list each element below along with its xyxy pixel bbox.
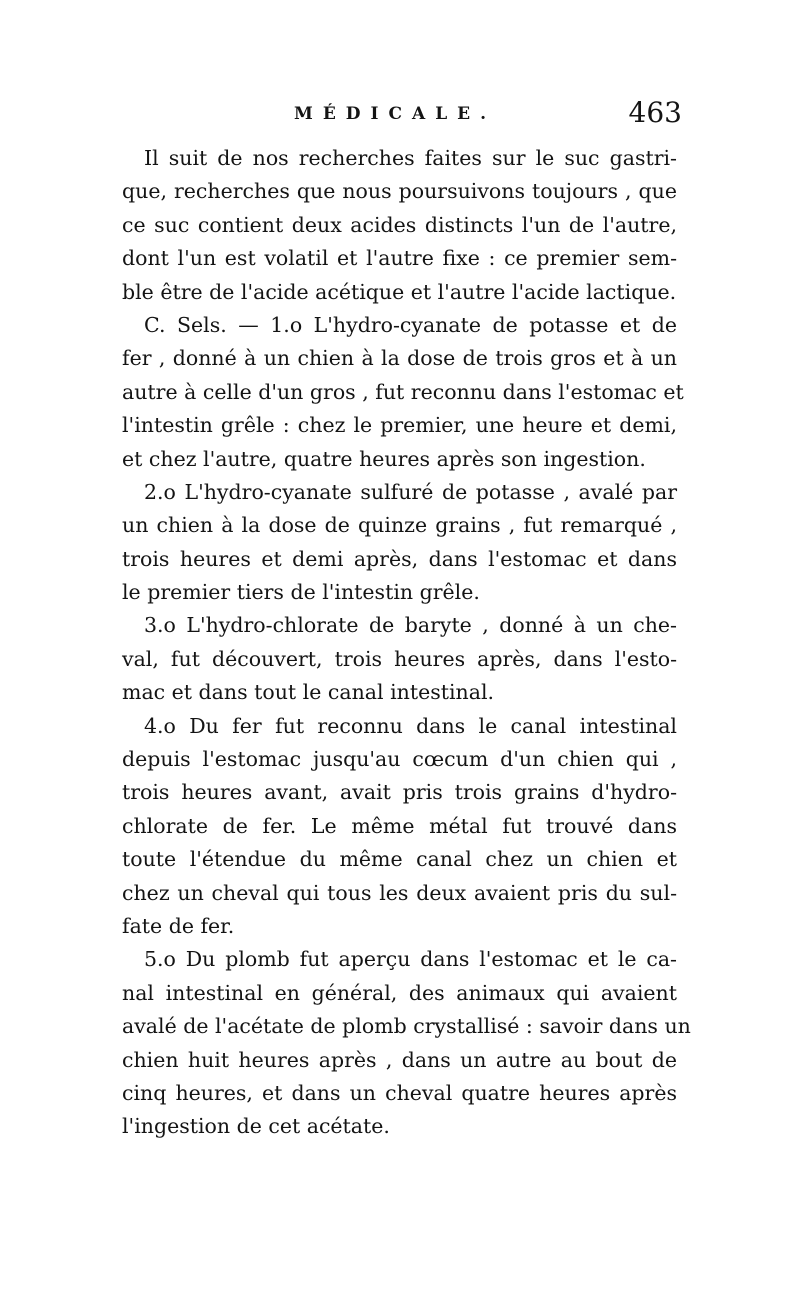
- paragraph: [122, 943, 691, 1143]
- text-line: Il suit de nos recherches faites sur le suc gastri-: [144, 146, 677, 170]
- text-line: chez un cheval qui tous les deux avaient pris du sul-: [122, 880, 677, 905]
- text-line: et chez l'autre, quatre heures après son ingestion.: [122, 446, 646, 471]
- paragraph: [122, 609, 677, 709]
- text-line: que, recherches que nous poursuivons toujours , que: [122, 179, 677, 204]
- text-line: avalé de l'acétate de plomb crystallisé : savoir dans un: [122, 1014, 691, 1039]
- text-line: l'intestin grêle : chez le premier, une heure et demi,: [122, 413, 677, 438]
- text-line: 5.o Du plomb fut aperçu dans l'estomac et le ca-: [144, 947, 677, 972]
- text-line: nal intestinal en général, des animaux qui avaient: [122, 980, 677, 1005]
- text-line: dont l'un est volatil et l'autre fixe : ce premier sem-: [122, 246, 677, 271]
- text-line: cinq heures, et dans un cheval quatre heures après: [122, 1080, 677, 1105]
- text-line: 2.o L'hydro-cyanate sulfuré de potasse , avalé par: [144, 479, 677, 504]
- text-line: chlorate de fer. Le même métal fut trouvé dans: [122, 813, 677, 838]
- page-body: [122, 142, 691, 1144]
- running-head: MÉDICALE.: [294, 104, 497, 124]
- page-number: 463: [628, 96, 682, 129]
- text-line: C. Sels. — 1.o L'hydro-cyanate de potasse et de: [144, 312, 677, 337]
- text-line: mac et dans tout le canal intestinal.: [122, 680, 495, 705]
- paragraph: [122, 142, 677, 309]
- text-line: ce suc contient deux acides distincts l'un de l'autre,: [122, 212, 677, 237]
- text-line: autre à celle d'un gros , fut reconnu dans l'estomac et: [122, 379, 684, 404]
- text-line: un chien à la dose de quinze grains , fut remarqué ,: [122, 513, 677, 538]
- text-line: trois heures avant, avait pris trois grains d'hydro-: [122, 780, 677, 805]
- paragraph: [122, 710, 677, 944]
- text-line: fate de fer.: [122, 913, 235, 938]
- text-line: val, fut découvert, trois heures après, dans l'esto-: [122, 646, 677, 671]
- text-line: 4.o Du fer fut reconnu dans le canal intestinal: [144, 713, 677, 738]
- paragraph: [122, 309, 684, 476]
- text-line: ble être de l'acide acétique et l'autre l'acide lactique.: [122, 279, 677, 304]
- text-line: le premier tiers de l'intestin grêle.: [122, 580, 480, 605]
- text-line: l'ingestion de cet acétate.: [122, 1114, 390, 1139]
- text-line: 3.o L'hydro-chlorate de baryte , donné à un che-: [144, 613, 677, 638]
- paragraph: [122, 476, 677, 610]
- text-line: depuis l'estomac jusqu'au cœcum d'un chien qui ,: [122, 747, 677, 772]
- text-line: chien huit heures après , dans un autre au bout de: [122, 1047, 677, 1072]
- page-header: [122, 96, 682, 136]
- text-line: toute l'étendue du même canal chez un chien et: [122, 847, 677, 872]
- text-line: trois heures et demi après, dans l'estomac et dans: [122, 546, 677, 571]
- text-line: fer , donné à un chien à la dose de trois gros et à un: [122, 346, 677, 371]
